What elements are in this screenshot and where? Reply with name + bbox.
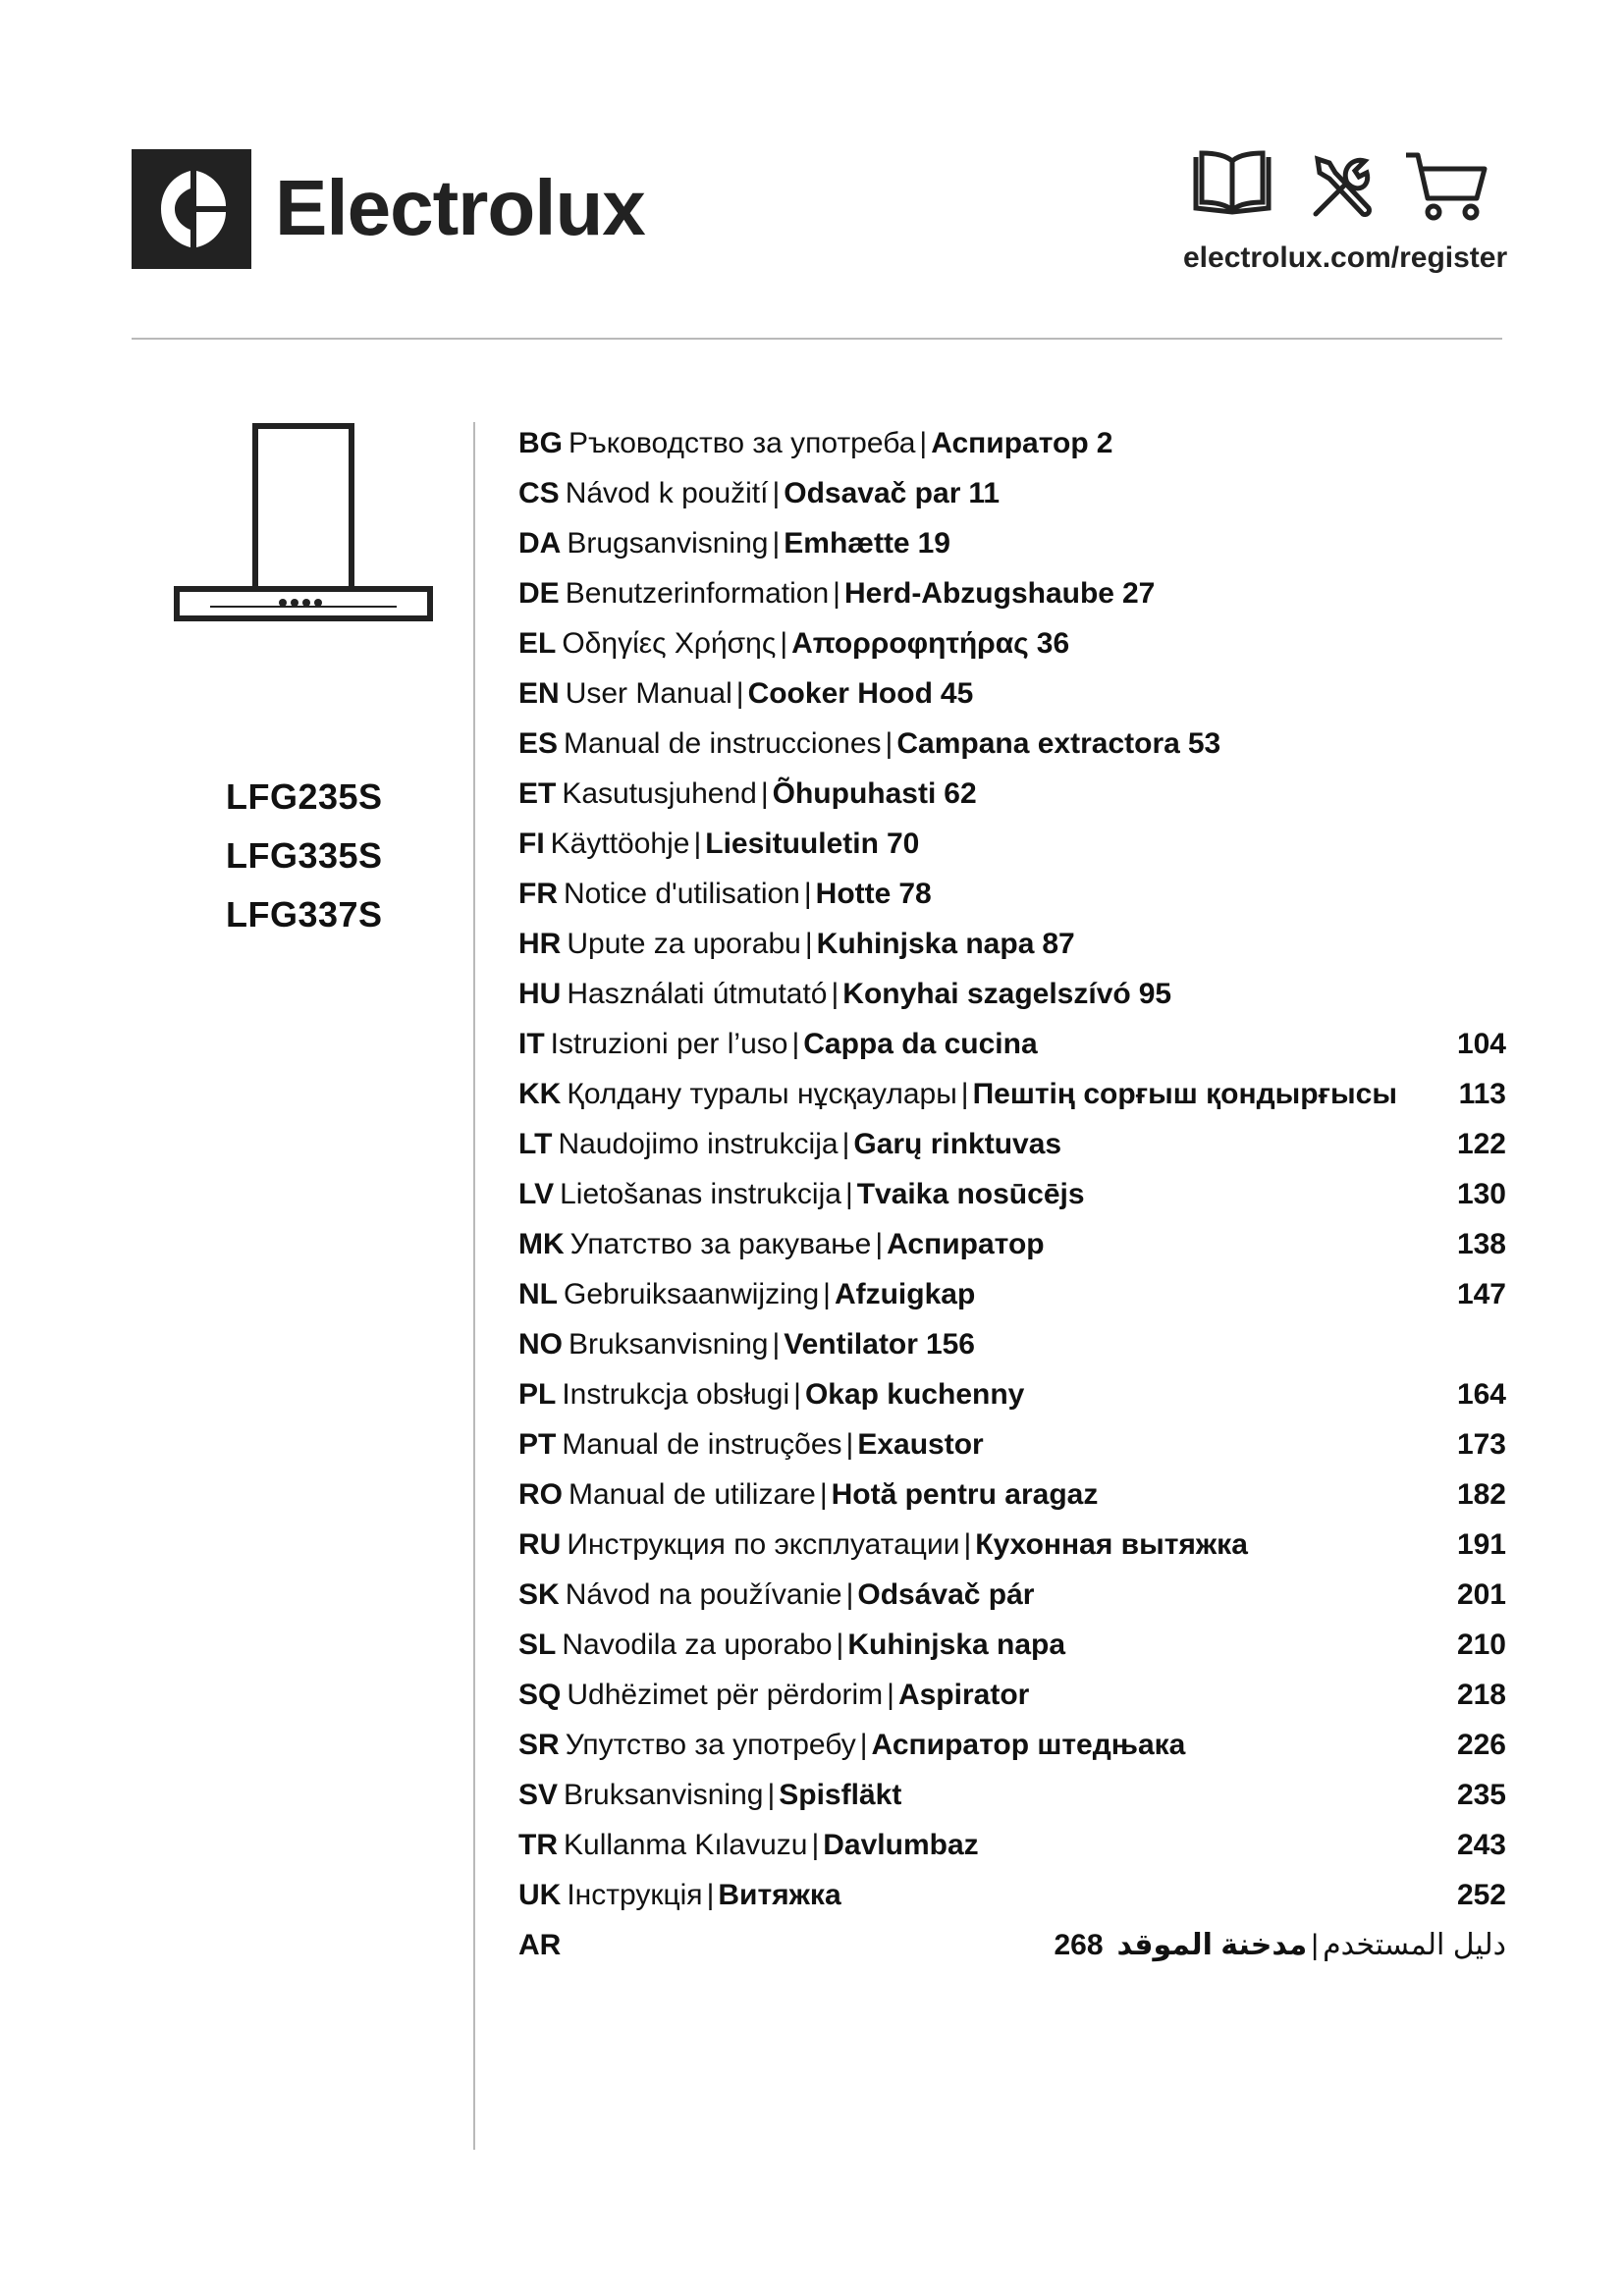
toc-entry-cs[interactable] [518, 468, 1506, 518]
product-name: Davlumbaz [823, 1829, 979, 1861]
header-divider [132, 338, 1502, 340]
product-name: Garų rinktuvas [853, 1128, 1062, 1160]
toc-entry-es[interactable] [518, 719, 1506, 769]
separator: | [845, 1428, 854, 1461]
language-code: HU [518, 978, 562, 1010]
toc-entry-da[interactable] [518, 518, 1506, 568]
language-code: SV [518, 1779, 559, 1811]
electrolux-logo-mark-icon [132, 149, 251, 269]
tools-icon [1306, 149, 1380, 224]
separator: | [791, 1028, 800, 1060]
language-code: KK [518, 1078, 562, 1110]
toc-entry-de[interactable] [518, 568, 1506, 618]
manual-title: Brugsanvisning [567, 527, 769, 560]
language-code: DA [518, 527, 562, 560]
toc-entry-fi[interactable] [518, 819, 1506, 869]
manual-title: Benutzerinformation [565, 577, 830, 610]
model-number: LFG337S [226, 894, 383, 934]
separator: | [845, 1578, 854, 1611]
toc-entry-nl[interactable] [518, 1269, 1506, 1319]
column-divider [473, 422, 475, 2150]
page-number: 218 [1456, 1679, 1506, 1711]
page-number: 226 [1456, 1729, 1506, 1761]
toc-entry-ru[interactable] [518, 1520, 1506, 1570]
manual-title: Manual de instruções [562, 1428, 842, 1461]
model-number: LFG235S [226, 776, 383, 817]
language-code: UK [518, 1879, 562, 1911]
page-number: 27 [1121, 577, 1156, 610]
manual-title: Udhëzimet për përdorim [567, 1679, 884, 1711]
page-number: 243 [1456, 1829, 1506, 1861]
separator: | [811, 1829, 820, 1861]
toc-entry-el[interactable] [518, 618, 1506, 668]
language-code: CS [518, 477, 560, 509]
product-name: Απορροφητήρας [791, 627, 1029, 660]
toc-entry-lt[interactable] [518, 1119, 1506, 1169]
manual-title: Lietošanas instrukcija [560, 1178, 841, 1210]
manual-title: Istruzioni per l’uso [550, 1028, 788, 1060]
book-icon [1192, 149, 1272, 218]
toc-entry-it[interactable] [518, 1019, 1506, 1069]
separator: | [823, 1278, 831, 1310]
language-code: BG [518, 427, 563, 459]
language-code: RU [518, 1528, 562, 1561]
page-number: 182 [1456, 1478, 1506, 1511]
separator: | [885, 727, 893, 760]
manual-title: Upute za uporabu [567, 928, 801, 960]
language-code: DE [518, 577, 560, 610]
manual-title: Упатство за ракување [569, 1228, 872, 1260]
language-code: SL [518, 1629, 557, 1661]
product-name: Tvaika nosūcējs [856, 1178, 1085, 1210]
product-name: Ventilator [784, 1328, 918, 1361]
product-name: Spisfläkt [779, 1779, 902, 1811]
manual-title: Návod na používanie [565, 1578, 842, 1611]
page-number: 78 [898, 878, 932, 910]
product-name: Afzuigkap [834, 1278, 976, 1310]
manual-title: Інструкція [567, 1879, 703, 1911]
toc-entry-hr[interactable] [518, 919, 1506, 969]
product-name: Okap kuchenny [804, 1378, 1025, 1411]
toc-entry-tr[interactable] [518, 1820, 1506, 1870]
toc-entry-mk[interactable] [518, 1219, 1506, 1269]
product-name: Kuhinjska napa [847, 1629, 1066, 1661]
product-name: مدخنة الموقد [1116, 1929, 1308, 1961]
page-number: 95 [1138, 978, 1172, 1010]
language-code: EN [518, 677, 560, 710]
separator: | [772, 1328, 781, 1361]
manual-title: Käyttöohje [550, 828, 690, 860]
brand-name: Electrolux [275, 164, 645, 251]
language-code: SR [518, 1729, 560, 1761]
toc-entry-bg[interactable] [518, 418, 1506, 468]
page-number: 210 [1456, 1629, 1506, 1661]
page-number: 122 [1456, 1128, 1506, 1160]
toc-entry-en[interactable] [518, 668, 1506, 719]
separator: | [963, 1528, 972, 1561]
page-number: 70 [886, 828, 920, 860]
separator: | [919, 427, 928, 459]
separator: | [735, 677, 744, 710]
manual-title: Instrukcja obsługi [562, 1378, 790, 1411]
page-number: 147 [1456, 1278, 1506, 1310]
manual-title: Bruksanvisning [564, 1779, 764, 1811]
language-code: ET [518, 777, 557, 810]
product-name: Hotte [815, 878, 892, 910]
manual-title: Bruksanvisning [568, 1328, 769, 1361]
page-number: 268 [1054, 1929, 1104, 1961]
separator: | [803, 878, 812, 910]
separator: | [767, 1779, 776, 1811]
manual-title: Navodila za uporabo [562, 1629, 833, 1661]
product-name: Liesituuletin [705, 828, 879, 860]
product-name: Аспиратор [931, 427, 1089, 459]
product-name: Аспиратор [887, 1228, 1045, 1260]
language-table-of-contents [518, 418, 1506, 1970]
separator: | [836, 1629, 844, 1661]
separator: | [960, 1078, 969, 1110]
product-name: Kuhinjska napa [816, 928, 1035, 960]
manual-title: Manual de instrucciones [564, 727, 882, 760]
page-number: 19 [917, 527, 950, 560]
product-name: Кухонная вытяжка [975, 1528, 1248, 1561]
manual-title: دليل المستخدم [1323, 1929, 1506, 1961]
manual-title: Қолдану туралы нұсқаулары [567, 1078, 957, 1110]
manual-title: Manual de utilizare [568, 1478, 816, 1511]
toc-entry-kk[interactable] [518, 1069, 1506, 1119]
product-name: Konyhai szagelszívó [842, 978, 1131, 1010]
toc-entry-sl[interactable] [518, 1620, 1506, 1670]
page-number: 62 [944, 777, 977, 810]
separator: | [859, 1729, 868, 1761]
page-number: 11 [968, 477, 1001, 509]
product-name: Õhupuhasti [772, 777, 937, 810]
page-number: 104 [1456, 1028, 1506, 1060]
page-number: 113 [1458, 1078, 1506, 1110]
cart-icon [1404, 149, 1489, 224]
separator: | [706, 1879, 715, 1911]
toc-entry-sr[interactable] [518, 1720, 1506, 1770]
toc-entry-ar[interactable] [518, 1920, 1506, 1970]
model-list [226, 768, 383, 944]
page-number: 45 [940, 677, 974, 710]
page-number: 164 [1456, 1378, 1506, 1411]
manual-title: Notice d'utilisation [564, 878, 800, 910]
language-code: LV [518, 1178, 555, 1210]
separator: | [819, 1478, 828, 1511]
toc-entry-ro[interactable] [518, 1469, 1506, 1520]
manual-title: Használati útmutató [567, 978, 828, 1010]
rtl-entry [1054, 1920, 1506, 1970]
language-code: FR [518, 878, 558, 910]
manual-title: Návod k použití [565, 477, 769, 509]
header-icons [1192, 149, 1496, 228]
toc-entry-no[interactable] [518, 1319, 1506, 1369]
page-number: 201 [1456, 1578, 1506, 1611]
product-name: Cappa da cucina [803, 1028, 1038, 1060]
manual-title: Упутство за употребу [565, 1729, 856, 1761]
manual-title: Gebruiksaanwijzing [564, 1278, 820, 1310]
product-name: Emhætte [784, 527, 910, 560]
page-number: 173 [1456, 1428, 1506, 1461]
separator: | [887, 1679, 894, 1711]
manual-title: Kasutusjuhend [562, 777, 757, 810]
language-code: IT [518, 1028, 545, 1060]
language-code: RO [518, 1478, 563, 1511]
manual-title: Naudojimo instrukcija [558, 1128, 839, 1160]
page-number: 87 [1042, 928, 1075, 960]
product-name: Odsávač pár [857, 1578, 1035, 1611]
model-number: LFG335S [226, 835, 383, 876]
toc-entry-fr[interactable] [518, 869, 1506, 919]
register-link[interactable]: electrolux.com/register [1183, 241, 1508, 274]
language-code: EL [518, 627, 557, 660]
manual-title: Ръководство за употреба [568, 427, 916, 459]
language-code: PL [518, 1378, 557, 1411]
page-number: 156 [925, 1328, 975, 1361]
product-name: Exaustor [857, 1428, 984, 1461]
page-number: 36 [1036, 627, 1070, 660]
language-code: PT [518, 1428, 557, 1461]
page-number: 191 [1456, 1528, 1506, 1561]
language-code: TR [518, 1829, 558, 1861]
toc-entry-et[interactable] [518, 769, 1506, 819]
separator: | [793, 1378, 801, 1411]
language-code: LT [518, 1128, 553, 1160]
product-name: Пештің сорғыш қондырғысы [972, 1078, 1397, 1110]
separator: | [760, 777, 769, 810]
language-code: NL [518, 1278, 558, 1310]
separator: | [833, 577, 840, 610]
manual-title: Инструкция по эксплуатации [567, 1528, 960, 1561]
separator: | [772, 477, 781, 509]
toc-entry-sk[interactable] [518, 1570, 1506, 1620]
toc-entry-pt[interactable] [518, 1419, 1506, 1469]
language-code: SK [518, 1578, 560, 1611]
separator: | [780, 627, 788, 660]
product-name: Hotă pentru aragaz [831, 1478, 1099, 1511]
toc-entry-sq[interactable] [518, 1670, 1506, 1720]
language-code: ES [518, 727, 559, 760]
page-number: 53 [1187, 727, 1221, 760]
manual-title: Kullanma Kılavuzu [564, 1829, 808, 1861]
separator: | [693, 828, 702, 860]
page-number: 138 [1456, 1228, 1506, 1260]
separator: | [875, 1228, 884, 1260]
product-name: Herd-Abzugshaube [843, 577, 1114, 610]
language-code: MK [518, 1228, 565, 1260]
toc-entry-hu[interactable] [518, 969, 1506, 1019]
product-name: Аспиратор штедњака [871, 1729, 1186, 1761]
toc-entry-pl[interactable] [518, 1369, 1506, 1419]
language-code: SQ [518, 1679, 562, 1711]
separator: | [804, 928, 813, 960]
cooker-hood-drawing [171, 422, 436, 628]
page-number: 252 [1456, 1879, 1506, 1911]
electrolux-logo [132, 149, 645, 269]
page-number: 2 [1096, 427, 1113, 459]
separator: | [844, 1178, 853, 1210]
separator: | [831, 978, 839, 1010]
page-number: 130 [1456, 1178, 1506, 1210]
toc-entry-uk[interactable] [518, 1870, 1506, 1920]
separator: | [841, 1128, 850, 1160]
language-code: NO [518, 1328, 563, 1361]
product-name: Odsavač par [784, 477, 961, 509]
toc-entry-sv[interactable] [518, 1770, 1506, 1820]
manual-title: User Manual [565, 677, 732, 710]
toc-entry-lv[interactable] [518, 1169, 1506, 1219]
separator: | [772, 527, 781, 560]
manual-title: Οδηγίες Χρήσης [562, 627, 777, 660]
language-code: FI [518, 828, 545, 860]
product-name: Витяжка [718, 1879, 841, 1911]
product-name: Aspirator [897, 1679, 1030, 1711]
page-number: 235 [1456, 1779, 1506, 1811]
language-code: AR [518, 1929, 562, 1961]
separator: | [1311, 1929, 1320, 1961]
language-code: HR [518, 928, 562, 960]
product-name: Cooker Hood [747, 677, 933, 710]
product-name: Campana extractora [896, 727, 1180, 760]
